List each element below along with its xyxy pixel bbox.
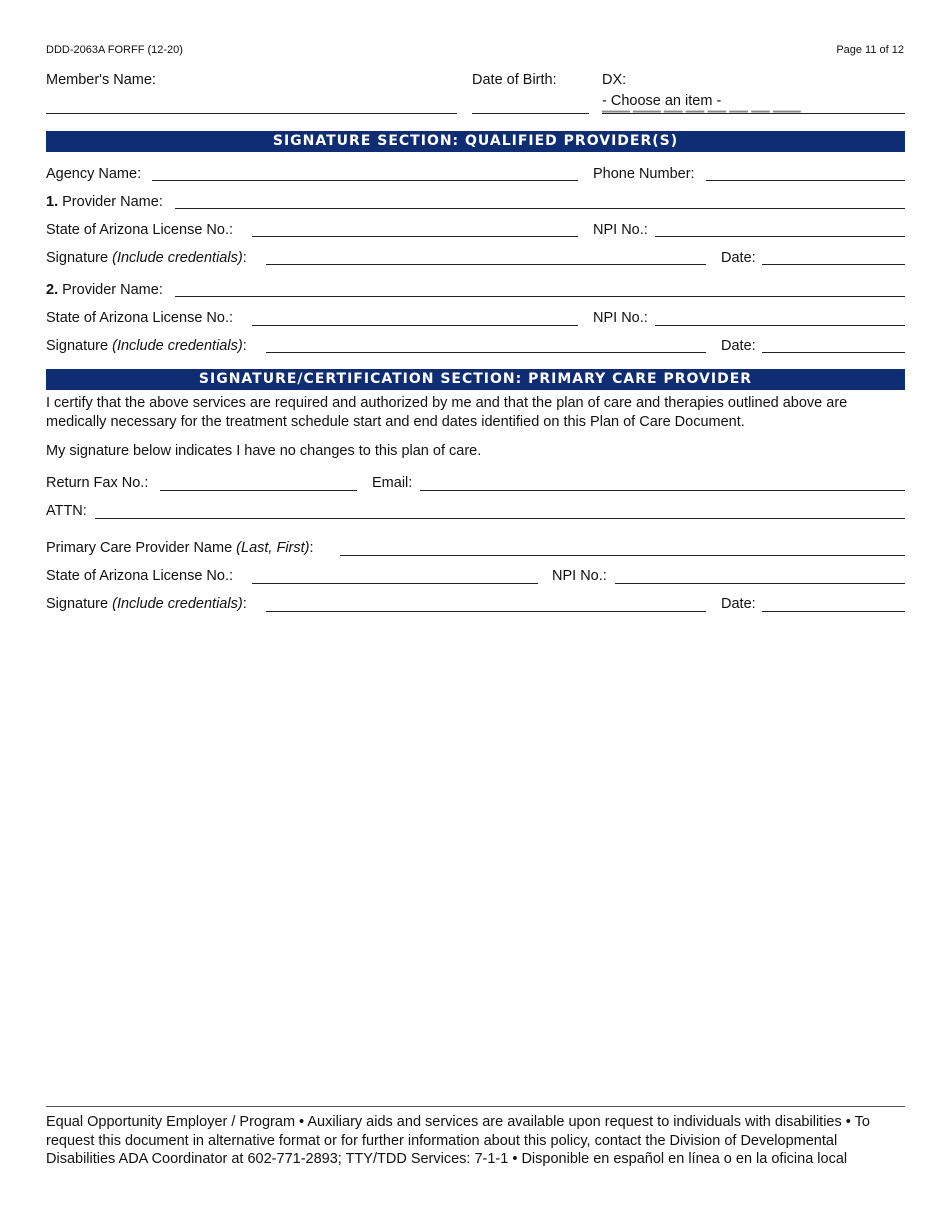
form-id: DDD-2063A FORFF (12-20) xyxy=(46,44,183,56)
dx-dropdown[interactable]: - Choose an item - xyxy=(602,93,722,109)
provider-1-license-label: State of Arizona License No.: xyxy=(46,222,233,238)
dob-field[interactable] xyxy=(472,113,589,114)
member-name-label: Member's Name: xyxy=(46,72,156,88)
provider-1-name-label: 1. Provider Name: xyxy=(46,194,163,210)
phone-number-field[interactable] xyxy=(706,180,905,181)
provider-2-npi-label: NPI No.: xyxy=(593,310,648,326)
provider-2-date-label: Date: xyxy=(721,338,756,354)
provider-1-npi-label: NPI No.: xyxy=(593,222,648,238)
provider-2-name-label: 2. Provider Name: xyxy=(46,282,163,298)
email-label: Email: xyxy=(372,475,413,491)
footer-text: Equal Opportunity Employer / Program • Auxiliary aids and services are available upon request to individuals with disabilities • To request this document in alternative format or for further information about this policy, contact the Division of Developmental Disabilities ADA Coordinator at 602-771-2893; TTY/TDD Services: 7-1-1 • Disponible en español en línea o en la oficina local xyxy=(46,1114,870,1167)
provider-2-signature-label: Signature (Include credentials): xyxy=(46,338,247,354)
agency-name-field[interactable] xyxy=(152,180,578,181)
provider-2-signature-field[interactable] xyxy=(266,352,706,353)
pcp-name-field[interactable] xyxy=(340,555,905,556)
phone-number-label: Phone Number: xyxy=(593,166,695,182)
dx-field[interactable] xyxy=(602,111,905,125)
provider-1-date-field[interactable] xyxy=(762,264,905,265)
certification-statement: I certify that the above services are required and authorized by me and that the plan of care and therapies outlined above are medically necessary for the treatment schedule start and end dates identified on this Plan of Care Document. xyxy=(46,395,848,430)
provider-1-name-field[interactable] xyxy=(175,208,905,209)
provider-2-name-field[interactable] xyxy=(175,296,905,297)
pcp-license-label: State of Arizona License No.: xyxy=(46,568,233,584)
agency-name-label: Agency Name: xyxy=(46,166,142,182)
dx-dropdown-clipped-text: ▔▔▔ ▔▔▔ ▔▔ ▔▔ ▔▔ ▔▔ ▔▔ ▔▔▔ xyxy=(602,111,801,125)
pcp-signature-label: Signature (Include credentials): xyxy=(46,596,247,612)
page-number: Page 11 of 12 xyxy=(836,44,904,56)
provider-2-license-field[interactable] xyxy=(252,325,578,326)
attn-label: ATTN: xyxy=(46,503,87,519)
pcp-npi-label: NPI No.: xyxy=(552,568,607,584)
provider-2-license-label: State of Arizona License No.: xyxy=(46,310,233,326)
provider-2-npi-field[interactable] xyxy=(655,325,905,326)
qualified-provider-section-header: SIGNATURE SECTION: QUALIFIED PROVIDER(S) xyxy=(46,131,905,152)
footer-divider xyxy=(46,1106,905,1107)
return-fax-label: Return Fax No.: xyxy=(46,475,149,491)
provider-1-signature-label: Signature (Include credentials): xyxy=(46,250,247,266)
provider-1-license-field[interactable] xyxy=(252,236,578,237)
provider-1-npi-field[interactable] xyxy=(655,236,905,237)
dx-label: DX: xyxy=(602,72,627,88)
pcp-signature-field[interactable] xyxy=(266,611,706,612)
pcp-license-field[interactable] xyxy=(252,583,538,584)
pcp-date-label: Date: xyxy=(721,596,756,612)
dob-label: Date of Birth: xyxy=(472,72,557,88)
provider-1-signature-field[interactable] xyxy=(266,264,706,265)
pcp-date-field[interactable] xyxy=(762,611,905,612)
pcp-name-label: Primary Care Provider Name (Last, First): xyxy=(46,540,314,556)
pcp-section-header: SIGNATURE/CERTIFICATION SECTION: PRIMARY CARE PROVIDER xyxy=(46,369,905,390)
member-name-field[interactable] xyxy=(46,113,457,114)
return-fax-field[interactable] xyxy=(160,490,357,491)
provider-2-date-field[interactable] xyxy=(762,352,905,353)
no-changes-statement: My signature below indicates I have no changes to this plan of care. xyxy=(46,443,482,459)
attn-field[interactable] xyxy=(95,518,905,519)
pcp-npi-field[interactable] xyxy=(615,583,905,584)
provider-1-date-label: Date: xyxy=(721,250,756,266)
email-field[interactable] xyxy=(420,490,905,491)
